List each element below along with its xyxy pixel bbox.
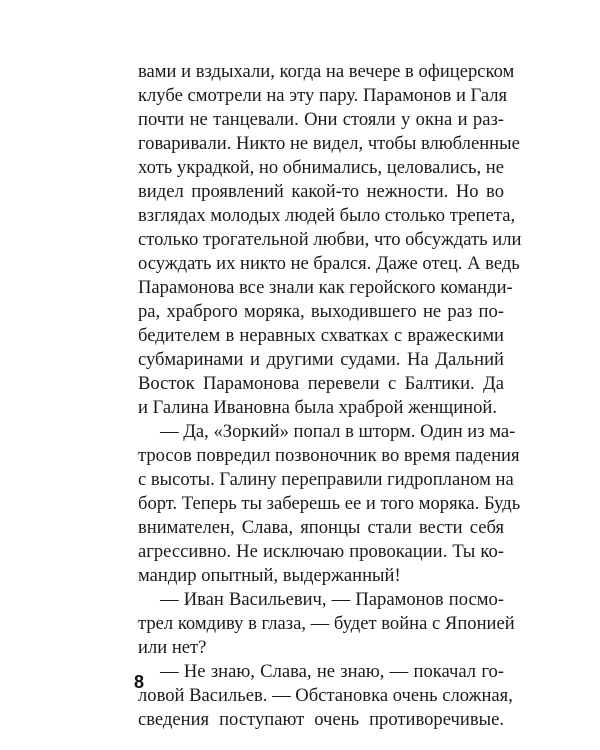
text-line: ловой Васильев. — Обстановка очень сложная, xyxy=(138,685,513,706)
text-line: Парамонова все знали как геройского команди- xyxy=(138,277,513,298)
text-line: субмаринами и другими судами. На Дальний xyxy=(138,349,504,370)
text-line: агрессивно. Не исключаю провокации. Ты ко- xyxy=(138,541,504,562)
text-line: — Иван Васильевич, — Парамонов посмо- xyxy=(160,589,504,610)
text-line: клубе смотрели на эту пару. Парамонов и Галя xyxy=(138,85,508,106)
body-text xyxy=(138,60,522,732)
text-line: тросов повредил позвоночник во время падения xyxy=(138,445,520,466)
page-number: 8 xyxy=(134,672,145,692)
text-line: ра, храброго моряка, выходившего не раз по- xyxy=(138,301,504,322)
text-line: внимателен, Слава, японцы стали вести себя xyxy=(138,517,504,538)
text-line: почти не танцевали. Они стояли у окна и раз- xyxy=(138,109,504,130)
text-line: трел комдиву в глаза, — будет война с Японией xyxy=(138,613,515,634)
text-line: осуждать их никто не брался. Даже отец. А ведь xyxy=(138,253,520,274)
text-line: — Да, «Зоркий» попал в шторм. Один из ма- xyxy=(160,421,516,442)
text-line: говаривали. Никто не видел, чтобы влюбленные xyxy=(138,133,520,154)
text-line: борт. Теперь ты заберешь ее и того моряка. Будь xyxy=(138,493,521,514)
text-line: столько трогательной любви, что обсуждать или xyxy=(138,229,522,250)
text-line: хоть украдкой, но обнимались, целовались, не xyxy=(138,157,504,178)
text-line: с высоты. Галину переправили гидропланом на xyxy=(138,469,514,490)
text-line: или нет? xyxy=(138,637,207,658)
text-line: и Галина Ивановна была храброй женщиной. xyxy=(138,397,498,418)
text-line: Восток Парамонова перевели с Балтики. Да xyxy=(138,373,504,394)
text-line: сведения поступают очень противоречивые. xyxy=(138,709,504,730)
text-line: вами и вздыхали, когда на вечере в офицерском xyxy=(138,61,515,82)
text-line: взглядах молодых людей было столько трепета, xyxy=(138,205,516,226)
text-line: бедителем в неравных схватках с вражескими xyxy=(138,325,504,346)
text-line: видел проявлений какой-то нежности. Но во xyxy=(138,181,504,202)
text-line: мандир опытный, выдержанный! xyxy=(138,565,401,586)
text-line: — Не знаю, Слава, не знаю, — покачал го- xyxy=(160,661,504,682)
